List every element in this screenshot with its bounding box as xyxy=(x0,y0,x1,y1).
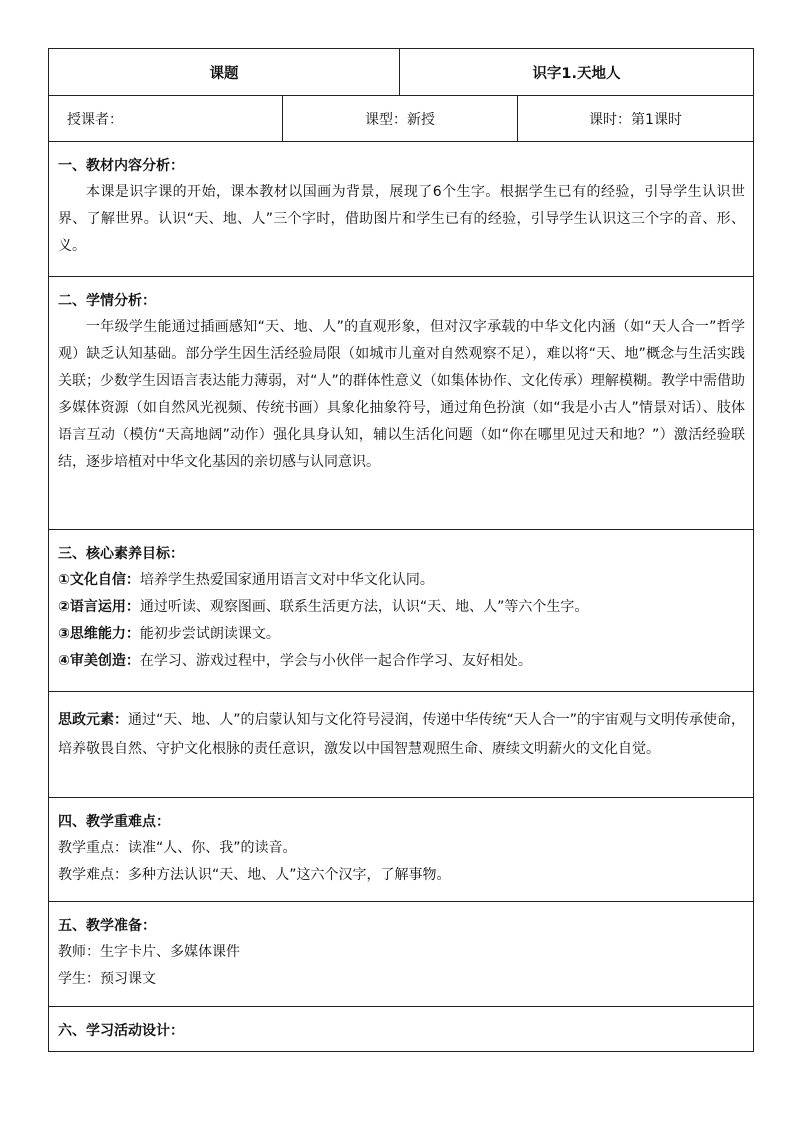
goal-text: 培养学生热爱国家通用语言文对中华文化认同。 xyxy=(139,572,434,588)
preparation-section xyxy=(49,902,754,1007)
key-point: 教学重点：读准“人、你、我”的读音。 xyxy=(58,840,297,856)
student-analysis-heading: 二、学情分析： xyxy=(58,293,156,309)
student-analysis-body: 一年级学生能通过插画感知“天、地、人”的直观形象，但对汉字承载的中华文化内涵（如“天人合一”哲学观）缺乏认知基础。部分学生因生活经验局限（如城市儿童对自然观察不足），难以将“天、地”概念与生活实践关联；少数学生因语言表达能力薄弱，对“人”的群体性意义（如集体协作、文化传承）理解模糊。教学中需借助多媒体资源（如自然风光视频、传统书画）具象化抽象符号，通过角色扮演（如“我是小古人”情景对话）、肢体语言互动（模仿“天高地阔”动作）强化具身认知，辅以生活化问题（如“你在哪里见过天和地？”）激活经验联结，逐步培植对中华文化基因的亲切感与认同意识。 xyxy=(58,319,745,470)
lesson-type-label: 课型： xyxy=(365,111,407,128)
goal-text: 能初步尝试朗读课文。 xyxy=(139,626,280,642)
ideology-section xyxy=(49,692,754,798)
goal-item xyxy=(58,621,745,648)
activity-design-heading: 六、学习活动设计： xyxy=(58,1023,184,1039)
goal-label: ③思维能力： xyxy=(58,626,140,642)
teacher-label: 授课者： xyxy=(67,111,123,128)
textbook-analysis-body: 本课是识字课的开始，课本教材以国画为背景，展现了6个生字。根据学生已有的经验，引导学生认识世界、了解世界。认识“天、地、人”三个字时，借助图片和学生已有的经验，引导学生认识这三个字的音、形、义。 xyxy=(58,184,745,254)
core-goals-heading: 三、核心素养目标： xyxy=(58,546,184,562)
goal-text: 在学习、游戏过程中，学会与小伙伴一起合作学习、友好相处。 xyxy=(139,653,532,669)
goal-item xyxy=(58,567,745,594)
lesson-hours-value: 第1课时 xyxy=(631,111,682,128)
lesson-hours-cell xyxy=(518,96,754,141)
lesson-type-value: 新授 xyxy=(407,111,435,128)
core-goals-section xyxy=(49,530,754,692)
goal-label: ①文化自信： xyxy=(58,572,140,588)
topic-label: 课题 xyxy=(49,49,400,95)
title-row xyxy=(49,49,754,96)
teacher-preparation: 教师：生字卡片、多媒体课件 xyxy=(58,944,240,960)
key-difficult-section xyxy=(49,798,754,902)
lesson-plan-table xyxy=(48,48,754,1052)
student-analysis-section xyxy=(49,277,754,530)
student-preparation: 学生：预习课文 xyxy=(58,971,156,987)
goal-label: ②语言运用： xyxy=(58,599,140,615)
goal-label: ④审美创造： xyxy=(58,653,140,669)
lesson-hours-label: 课时： xyxy=(589,111,632,128)
key-difficult-heading: 四、教学重难点： xyxy=(58,814,170,830)
goal-item xyxy=(58,648,745,675)
textbook-analysis-heading: 一、教材内容分析： xyxy=(58,158,184,174)
topic-value: 识字1.天地人 xyxy=(400,49,754,95)
teacher-cell xyxy=(49,96,283,141)
preparation-heading: 五、教学准备： xyxy=(58,918,156,934)
activity-design-section xyxy=(49,1007,754,1052)
difficult-point: 教学难点：多种方法认识“天、地、人”这六个汉字，了解事物。 xyxy=(58,867,451,883)
textbook-analysis-section xyxy=(49,142,754,277)
ideology-label: 思政元素： xyxy=(58,712,128,728)
ideology-text: 通过“天、地、人”的启蒙认知与文化符号浸润，传递中华传统“天人合一”的宇宙观与文明传承使命，培养敬畏自然、守护文化根脉的责任意识，激发以中国智慧观照生命、赓续文明薪火的文化自觉。 xyxy=(58,712,746,757)
goal-text: 通过听读、观察图画、联系生活更方法，认识“天、地、人”等六个生字。 xyxy=(139,599,589,615)
goal-item xyxy=(58,594,745,621)
ideology-paragraph xyxy=(58,706,745,764)
meta-row xyxy=(49,96,754,142)
lesson-type-cell xyxy=(283,96,518,141)
